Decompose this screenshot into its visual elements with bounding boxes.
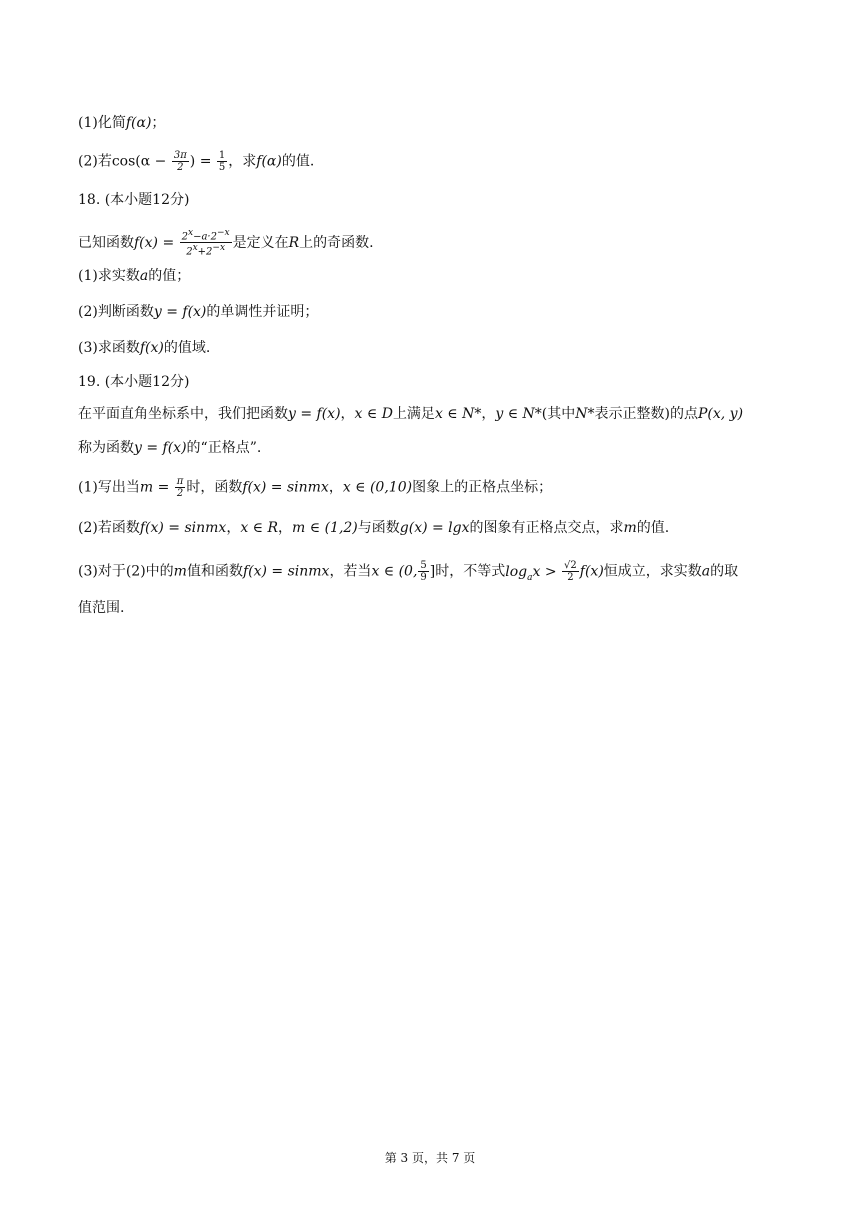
q18-stem: 已知函数f(x) = $\frac{2^x-a\cdot 2^{-x}}{2^x+2^{-x}}$ 是定义在R上的奇函数. bbox=[78, 228, 374, 258]
q17-part2: (2)若cos(α − $\frac{3\pi}{2}$ ) = $\frac{1}{5}$ ，求f(α)的值. bbox=[78, 150, 315, 173]
q18-part2: (2)判断函数y = f(x)的单调性并证明； bbox=[78, 304, 319, 320]
q19-part2: (2)若函数f(x) = sinmx，x ∈ R，m ∈ (1,2)与函数g(x) = lgx的图象有正格点交点，求m的值. bbox=[78, 520, 670, 536]
q19-stem-line1: 在平面直角坐标系中，我们把函数y = f(x)，x ∈ D上满足x ∈ N*，y ∈ N*(其中N*表示正整数)的点P(x, y) bbox=[78, 406, 744, 422]
q19-part1: (1)写出当m = $\frac{\pi}{2}$ 时，函数f(x) = sinmx，x ∈ (0,10)图象上的正格点坐标； bbox=[78, 476, 553, 499]
page-footer: 第 3 页，共 7 页 bbox=[384, 1151, 476, 1165]
q18-header: 18. (本小题12分) bbox=[78, 192, 190, 208]
q18-part1: (1)求实数a的值； bbox=[78, 268, 191, 284]
q17-part1: (1)化简f(α)； bbox=[78, 115, 166, 131]
q19-stem-line2: 称为函数y = f(x)的“正格点”. bbox=[78, 440, 262, 456]
q19-header: 19. (本小题12分) bbox=[78, 374, 190, 390]
q19-part3-continued: 值范围. bbox=[78, 600, 125, 616]
q18-part3: (3)求函数f(x)的值域. bbox=[78, 340, 211, 356]
q19-part3: (3)对于(2)中的m值和函数f(x) = sinmx，若当x ∈ (0, $\frac{5}{9}$ ]时，不等式$\log_ax$ > $\frac{√2}{2}$ f(x)恒成立，求实数a的取 bbox=[78, 560, 739, 583]
